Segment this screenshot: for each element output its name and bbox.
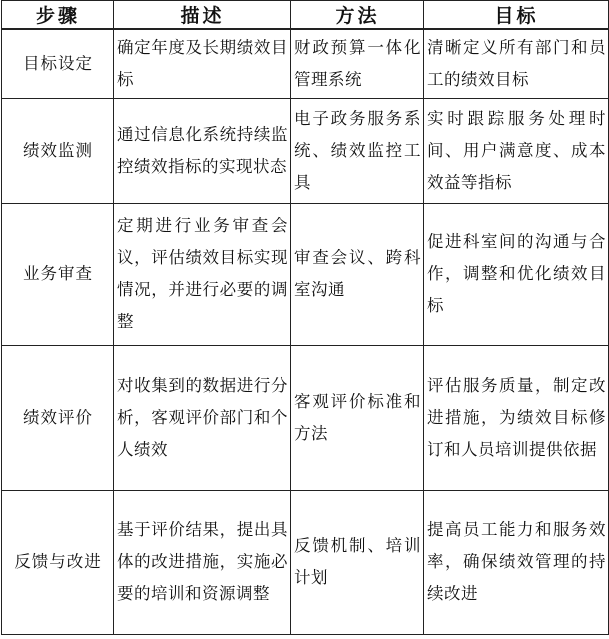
header-goal: 目标 [424,1,609,30]
table-row [2,29,609,98]
goal-cell: 促进科室间的沟通与合作，调整和优化绩效目标 [424,203,609,345]
method-cell: 财政预算一体化管理系统 [291,29,424,98]
goal-cell: 提高员工能力和服务效率，确保绩效管理的持续改进 [424,490,609,634]
goal-cell: 清晰定义所有部门和员工的绩效目标 [424,29,609,98]
step-cell: 绩效评价 [2,345,114,490]
description-cell: 确定年度及长期绩效目标 [114,29,291,98]
table-row [2,98,609,203]
goal-cell: 实时跟踪服务处理时间、用户满意度、成本效益等指标 [424,98,609,203]
header-description: 描述 [114,1,291,30]
table-header-row [2,1,609,30]
method-cell: 审查会议、跨科室沟通 [291,203,424,345]
table-row [2,345,609,490]
method-cell: 电子政务服务系统、绩效监控工具 [291,98,424,203]
table-row [2,490,609,634]
method-cell: 客观评价标准和方法 [291,345,424,490]
step-cell: 目标设定 [2,29,114,98]
step-cell: 业务审查 [2,203,114,345]
description-cell: 对收集到的数据进行分析，客观评价部门和个人绩效 [114,345,291,490]
method-cell: 反馈机制、培训计划 [291,490,424,634]
performance-process-table [1,0,609,635]
step-cell: 绩效监测 [2,98,114,203]
description-cell: 通过信息化系统持续监控绩效指标的实现状态 [114,98,291,203]
goal-cell: 评估服务质量，制定改进措施，为绩效目标修订和人员培训提供依据 [424,345,609,490]
description-cell: 基于评价结果，提出具体的改进措施，实施必要的培训和资源调整 [114,490,291,634]
step-cell: 反馈与改进 [2,490,114,634]
header-method: 方法 [291,1,424,30]
table-row [2,203,609,345]
header-step: 步骤 [2,1,114,30]
description-cell: 定期进行业务审查会议，评估绩效目标实现情况，并进行必要的调整 [114,203,291,345]
